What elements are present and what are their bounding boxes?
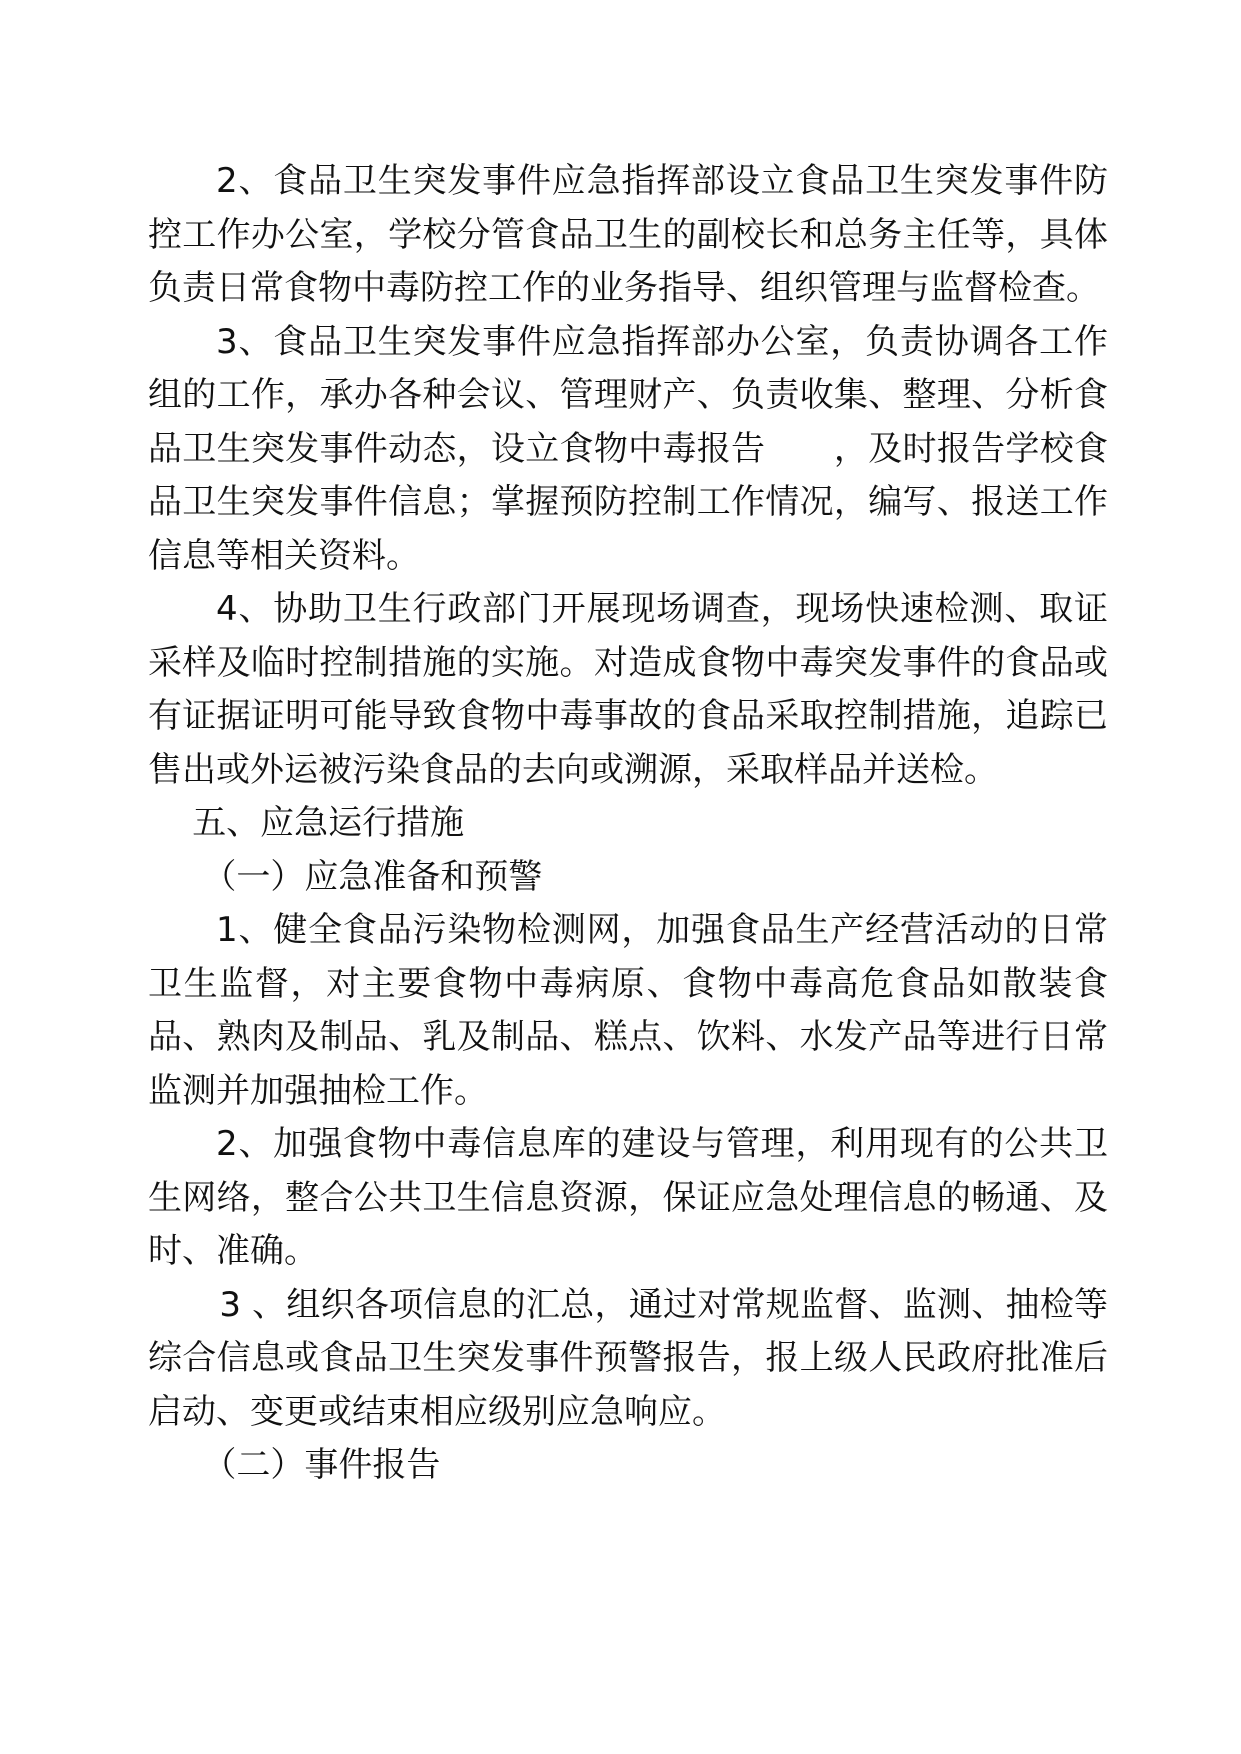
paragraph-information-summary: 3 、组织各项信息的汇总，通过对常规监督、监测、抽检等综合信息或食品卫生突发事件预警报告，报上级人民政府批准后启动、变更或结束相应级别应急响应。 [148,1284,1108,1432]
paragraph-investigation-assist: 4、协助卫生行政部门开展现场调查，现场快速检测、取证采样及临时控制措施的实施。对造成食物中毒突发事件的食品或有证据证明可能导致食物中毒事故的食品采取控制措施，追踪已售出或外运被污染食品的去向或溯源，采取样品并送检。 [148,589,1108,790]
section-heading-emergency-measures: 五、应急运行措施 [192,803,465,843]
document-body [148,155,1108,1493]
paragraph-office-setup: 2、食品卫生突发事件应急指挥部设立食品卫生突发事件防控工作办公室，学校分管食品卫生的副校长和总务主任等，具体负责日常食物中毒防控工作的业务指导、组织管理与监督检查。 [148,161,1108,308]
subsection-heading-event-report: （二）事件报告 [202,1445,441,1485]
subsection-heading-preparation-warning: （一）应急准备和预警 [202,856,543,897]
paragraph-information-database: 2、加强食物中毒信息库的建设与管理，利用现有的公共卫生网络，整合公共卫生信息资源，保证应急处理信息的畅通、及时、准确。 [148,1124,1108,1271]
paragraph-monitoring-network: 1、健全食品污染物检测网，加强食品生产经营活动的日常卫生监督，对主要食物中毒病原、食物中毒高危食品如散装食品、熟肉及制品、乳及制品、糕点、饮料、水发产品等进行日常监测并加强抽检工作。 [148,910,1108,1111]
paragraph-office-duties: 3、食品卫生突发事件应急指挥部办公室，负责协调各工作组的工作，承办各种会议、管理财产、负责收集、整理、分析食品卫生突发事件动态，设立食物中毒报告 ，及时报告学校食品卫生突发事件信息；掌握预防控制工作情况，编写、报送工作信息等相关资料。 [148,321,1108,576]
